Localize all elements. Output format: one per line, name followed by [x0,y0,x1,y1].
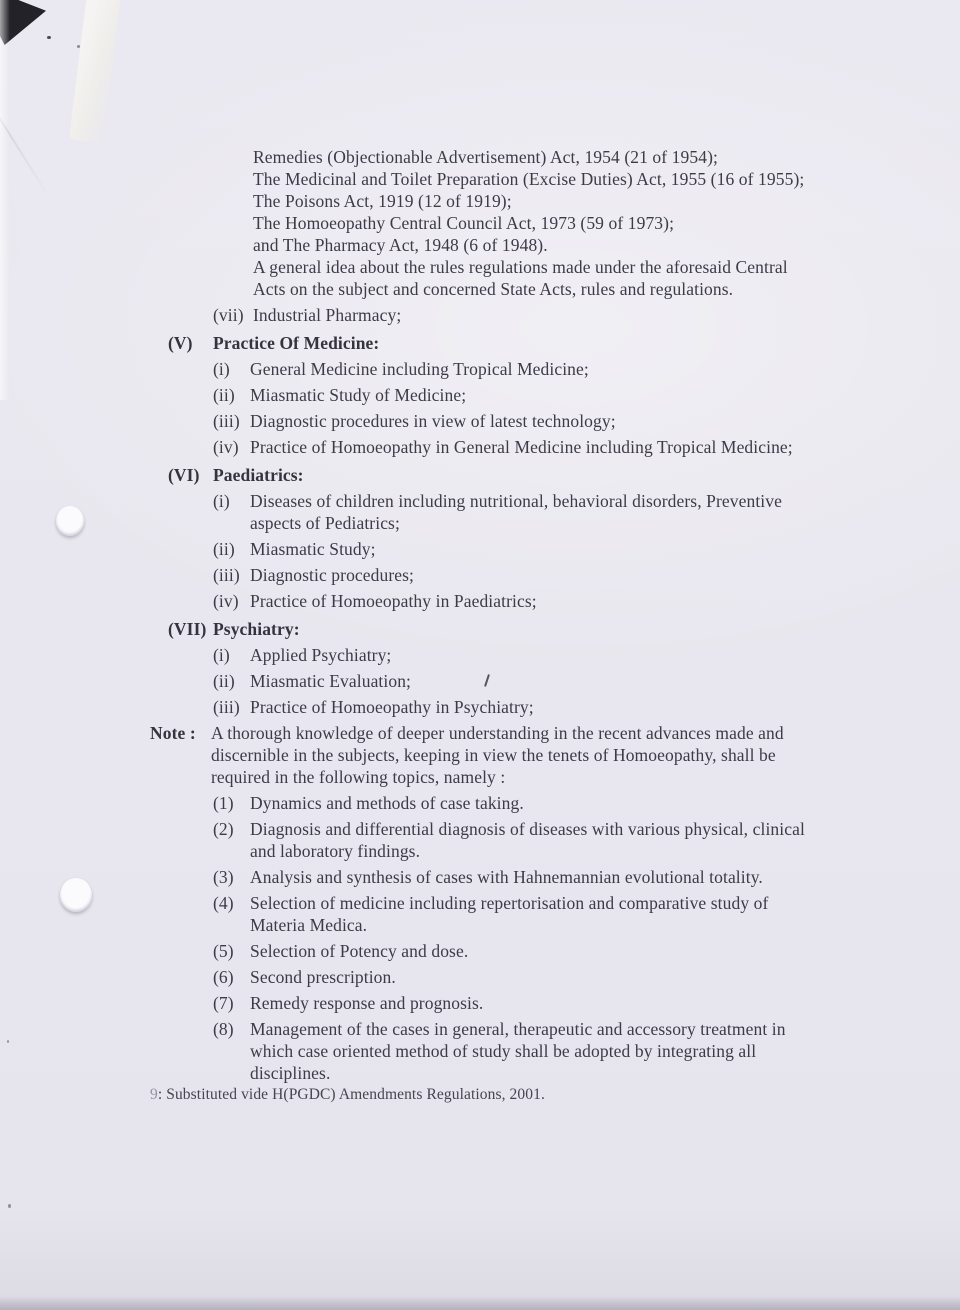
item-text: General Medicine including Tropical Medicine; [250,359,589,379]
section-marker: (VII) [168,619,207,639]
list-item [213,992,818,1014]
section-practice-of-medicine [150,332,818,458]
footnote-marker: 9 [150,1086,158,1103]
item-text: Analysis and synthesis of cases with Hahnemannian evolutional totality. [250,867,763,887]
section-marker: (V) [168,333,193,353]
item-marker: (ii) [213,539,235,559]
section-items [213,358,818,458]
item-marker: (i) [213,359,230,379]
item-marker: (iii) [213,411,240,431]
item-text: Selection of Potency and dose. [250,941,469,961]
list-item [213,436,818,458]
item-marker: (iii) [213,565,240,585]
list-item [213,792,818,814]
item-text: Management of the cases in general, therapeutic and accessory treatment in which case oriented method of study shall be adopted by integrating all disciplines. [250,1019,786,1083]
list-item [213,892,818,936]
item-text: Miasmatic Evaluation; [250,671,412,691]
list-item [213,538,818,560]
item-marker: (iv) [213,437,239,457]
item-marker: (ii) [213,671,235,691]
list-item [213,670,818,692]
acts-list [253,146,813,300]
item-marker: (4) [213,893,234,913]
footnote [150,1085,818,1105]
item-text: Selection of medicine including repertorisation and comparative study of Materia Medica. [250,893,769,935]
section-marker: (VI) [168,465,200,485]
item-marker: (ii) [213,385,235,405]
item-text: Diagnosis and differential diagnosis of diseases with various physical, clinical and laboratory findings. [250,819,805,861]
ink-speck [47,36,51,39]
list-item [213,490,818,534]
hole-punch-bottom [60,878,92,912]
section-heading [168,464,818,486]
item-text: Second prescription. [250,967,396,987]
item-marker: (5) [213,941,234,961]
act-line: and The Pharmacy Act, 1948 (6 of 1948). [253,235,548,255]
section-heading [168,332,818,354]
note-block [150,722,818,788]
section-title: Practice Of Medicine: [213,333,380,353]
section-title: Paediatrics: [213,465,304,485]
act-line: The Poisons Act, 1919 (12 of 1919); [253,191,512,211]
torn-corner-artifact [69,0,121,144]
act-line: The Medicinal and Toilet Preparation (Excise Duties) Act, 1955 (16 of 1955); [253,169,805,189]
list-item [213,818,818,862]
item-marker: (7) [213,993,234,1013]
item-marker: (i) [213,491,230,511]
list-item [213,1018,818,1084]
act-line: Remedies (Objectionable Advertisement) Act, 1954 (21 of 1954); [253,147,718,167]
item-marker: (i) [213,645,230,665]
list-item [213,358,818,380]
item-text: Industrial Pharmacy; [253,305,402,325]
item-marker: (6) [213,967,234,987]
list-item [213,590,818,612]
section-items [213,644,818,718]
item-text: Practice of Homoeopathy in Paediatrics; [250,591,537,611]
list-item [213,940,818,962]
list-item [213,866,818,888]
item-text: Remedy response and prognosis. [250,993,484,1013]
scan-edge-highlight [0,0,10,400]
section-heading [168,618,818,640]
list-item [213,696,818,718]
ink-speck [7,1040,9,1043]
section-psychiatry [150,618,818,718]
item-text: Practice of Homoeopathy in General Medicine including Tropical Medicine; [250,437,793,457]
list-item [213,644,818,666]
document-body [150,146,818,1105]
item-marker: (vii) [213,305,244,325]
note-topics [213,792,818,1084]
item-text: Diseases of children including nutritional, behavioral disorders, Preventive aspects of Pediatrics; [250,491,782,533]
section-items [213,490,818,612]
item-text: Miasmatic Study; [250,539,376,559]
note-label: Note : [150,723,196,743]
page-bottom-shadow [0,1296,960,1310]
list-item-vii [213,304,818,326]
item-text: Practice of Homoeopathy in Psychiatry; [250,697,534,717]
item-marker: (iii) [213,697,240,717]
item-marker: (iv) [213,591,239,611]
list-item [213,410,818,432]
hole-punch-top [56,506,84,536]
item-marker: (3) [213,867,234,887]
item-text: Diagnostic procedures; [250,565,415,585]
item-text: Diagnostic procedures in view of latest technology; [250,411,616,431]
list-item [213,966,818,988]
act-line: A general idea about the rules regulations made under the aforesaid Central Acts on the subject and concerned State Acts, rules and regulations. [253,257,788,299]
item-text: Miasmatic Study of Medicine; [250,385,467,405]
note-text: A thorough knowledge of deeper understanding in the recent advances made and discernible in the subjects, keeping in view the tenets of Homoeopathy, shall be required in the following topics, namely : [211,723,784,787]
section-paediatrics [150,464,818,612]
item-marker: (1) [213,793,234,813]
act-line: The Homoeopathy Central Council Act, 1973 (59 of 1973); [253,213,675,233]
footnote-text: : Substituted vide H(PGDC) Amendments Regulations, 2001. [157,1086,545,1103]
ink-speck [77,45,80,48]
item-marker: (8) [213,1019,234,1039]
section-title: Psychiatry: [213,619,300,639]
item-text: Applied Psychiatry; [250,645,392,665]
item-text: Dynamics and methods of case taking. [250,793,524,813]
ink-speck [8,1204,11,1208]
list-item [213,384,818,406]
item-marker: (2) [213,819,234,839]
list-item [213,564,818,586]
